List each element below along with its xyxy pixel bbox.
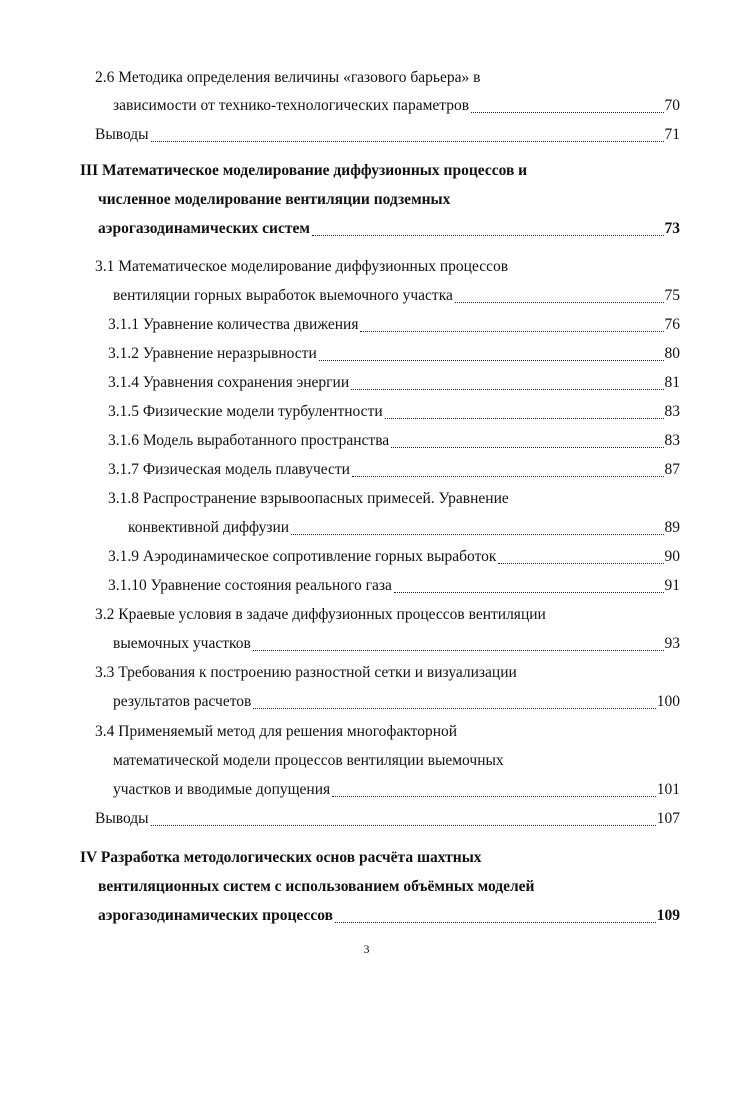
toc-entry [95,605,546,625]
dot-leader [394,592,664,593]
dot-leader [385,418,664,419]
toc-entry-title: IV Разработка методологических основ расчёта шахтных [80,849,482,866]
dot-leader [151,141,664,142]
toc-entry-title: Выводы [95,810,149,827]
toc-entry-page: 70 [664,97,680,114]
toc-entry [98,219,680,239]
toc-entry-page: 83 [664,403,680,420]
toc-entry-title: 3.2 Краевые условия в задаче диффузионных процессов вентиляции [95,606,546,623]
dot-leader [471,112,663,113]
dot-leader [352,476,664,477]
dot-leader [151,825,656,826]
toc-entry-page: 80 [664,345,680,362]
toc-entry-page: 101 [656,781,680,798]
toc-entry [98,190,450,210]
dot-leader [360,331,663,332]
toc-entry-title: зависимости от технико-технологических параметров [113,97,470,114]
toc-entry [113,751,504,771]
toc-entry [113,692,680,712]
dot-leader [332,796,656,797]
toc-entry-title: 3.4 Применяемый метод для решения многофакторной [95,723,458,740]
toc-entry [98,877,534,897]
toc-entry-title: вентиляционных систем с использованием объёмных моделей [98,878,535,895]
toc-entry-page: 90 [664,548,680,565]
toc-entry-title: 3.1.7 Физическая модель плавучести [108,461,350,478]
toc-entry [113,286,680,306]
toc-entry-title: аэрогазодинамических процессов [98,907,333,924]
toc-entry [128,518,680,538]
toc-entry [108,460,680,480]
toc-entry-title: результатов расчетов [113,693,252,710]
toc-entry-title: участков и вводимые допущения [113,781,331,798]
toc-entry [95,257,508,277]
toc-entry [95,722,457,742]
toc-entry [108,315,680,335]
toc-entry-title: 3.1.6 Модель выработанного пространства [108,432,390,449]
toc-entry-title: 3.3 Требования к построению разностной сетки и визуализации [95,664,517,681]
toc-entry [80,848,482,868]
toc-entry-page: 75 [664,287,680,304]
toc-entry-title: Выводы [95,126,149,143]
toc-entry-title: 3.1.2 Уравнение неразрывности [108,345,317,362]
toc-entry [95,125,680,145]
dot-leader [253,650,664,651]
toc-entry-page: 89 [664,519,680,536]
toc-entry [108,431,680,451]
dot-leader [319,360,664,361]
toc-entry-page: 81 [664,374,680,391]
toc-entry-page: 107 [656,810,680,827]
toc-entry-title: 3.1.1 Уравнение количества движения [108,316,359,333]
toc-entry-title: 2.6 Методика определения величины «газового барьера» в [95,69,481,86]
toc-entry-title: 3.1.10 Уравнение состояния реального газа [108,577,392,594]
toc-entry [108,344,680,364]
toc-entry-title: 3.1 Математическое моделирование диффузионных процессов [95,258,509,275]
toc-entry-title: 3.1.9 Аэродинамическое сопротивление горных выработок [108,548,497,565]
toc-entry-page: 109 [656,907,680,924]
dot-leader [351,389,663,390]
toc-entry-page: 83 [664,432,680,449]
page-number: 3 [363,942,370,956]
toc-entry [113,634,680,654]
dot-leader [291,534,663,535]
dot-leader [498,563,663,564]
toc-entry-page: 76 [664,316,680,333]
toc-entry-title: 3.1.8 Распространение взрывоопасных примесей. Уравнение [108,490,509,507]
toc-entry-title: вентиляции горных выработок выемочного участка [113,287,453,304]
toc-entry [108,402,680,422]
toc-entry [108,489,509,509]
toc-entry-title: III Математическое моделирование диффузионных процессов и [80,162,528,179]
dot-leader [455,302,664,303]
toc-entry-page: 93 [664,635,680,652]
toc-entry-page: 91 [664,577,680,594]
toc-entry [98,906,680,926]
toc-entry [108,576,680,596]
toc-entry-page: 71 [664,126,680,143]
dot-leader [391,447,663,448]
toc-entry [113,96,680,116]
toc-entry-page: 73 [664,220,680,237]
toc-entry [108,373,680,393]
dot-leader [253,708,655,709]
toc-entry-page: 100 [656,693,680,710]
toc-entry-title: 3.1.5 Физические модели турбулентности [108,403,383,420]
dot-leader [335,922,656,923]
toc-entry [80,161,527,181]
toc-entry-title: 3.1.4 Уравнения сохранения энергии [108,374,350,391]
toc-entry [95,663,517,683]
toc-entry [95,809,680,829]
toc-entry-title: выемочных участков [113,635,251,652]
toc-entry-title: численное моделирование вентиляции подземных [98,191,451,208]
toc-entry-title: аэрогазодинамических систем [98,220,310,237]
toc-entry-page: 87 [664,461,680,478]
toc-entry-title: конвективной диффузии [128,519,290,536]
toc-entry-title: математической модели процессов вентиляции выемочных [113,752,504,769]
dot-leader [312,235,664,236]
toc-entry [108,547,680,567]
toc-entry [95,68,480,88]
toc-entry [113,780,680,800]
